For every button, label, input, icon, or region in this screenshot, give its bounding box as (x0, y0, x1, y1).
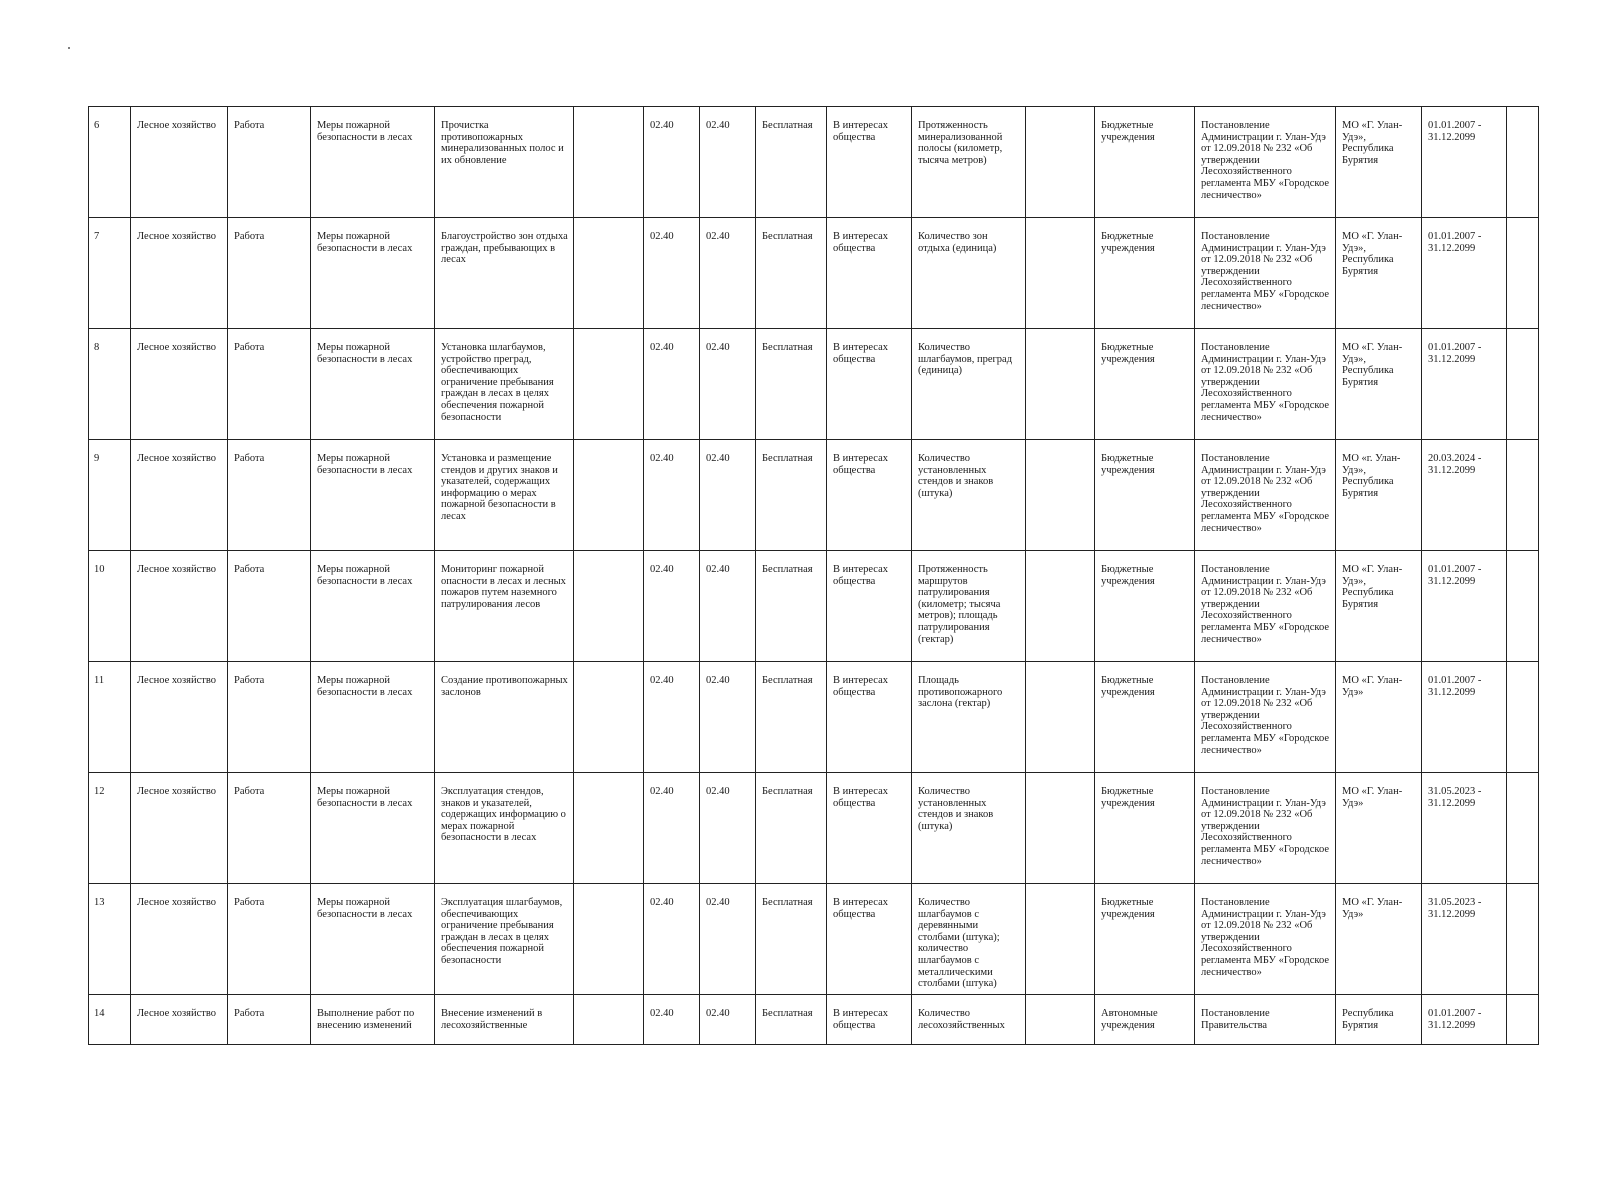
work-name-cell: Внесение изменений в лесохозяйственные (435, 995, 574, 1045)
branch-cell: Лесное хозяйство (131, 440, 228, 551)
empty-cell (574, 662, 644, 773)
empty-cell-3 (1507, 440, 1539, 551)
okved-code-2-cell: 02.40 (700, 440, 756, 551)
section-cell: Меры пожарной безопасности в лесах (311, 662, 435, 773)
indicator-cell: Количество установленных стендов и знаков (штука) (912, 773, 1026, 884)
institution-type-cell: Бюджетные учреждения (1095, 773, 1195, 884)
section-cell: Меры пожарной безопасности в лесах (311, 329, 435, 440)
table-row (89, 662, 1539, 773)
indicator-cell: Площадь противопожарного заслона (гектар) (912, 662, 1026, 773)
empty-cell-2 (1026, 440, 1095, 551)
payment-cell: Бесплатная (756, 995, 827, 1045)
territory-cell: МО «Г. Улан-Удэ», Республика Бурятия (1336, 107, 1422, 218)
empty-cell-2 (1026, 551, 1095, 662)
legal-basis-cell: Постановление Администрации г. Улан-Удэ от 12.09.2018 № 232 «Об утверждении Лесохозяйственного регламента МБУ «Городское лесничество» (1195, 218, 1336, 329)
legal-basis-cell: Постановление Правительства (1195, 995, 1336, 1045)
territory-cell: МО «Г. Улан-Удэ», Республика Бурятия (1336, 551, 1422, 662)
empty-cell (574, 218, 644, 329)
empty-cell-3 (1507, 995, 1539, 1045)
row-number: 12 (89, 773, 131, 884)
branch-cell: Лесное хозяйство (131, 218, 228, 329)
okved-code-2-cell: 02.40 (700, 218, 756, 329)
empty-cell-2 (1026, 773, 1095, 884)
legal-basis-cell: Постановление Администрации г. Улан-Удэ от 12.09.2018 № 232 «Об утверждении Лесохозяйственного регламента МБУ «Городское лесничество» (1195, 440, 1336, 551)
interest-cell: В интересах общества (827, 773, 912, 884)
institution-type-cell: Бюджетные учреждения (1095, 551, 1195, 662)
empty-cell (574, 551, 644, 662)
scan-speck (68, 47, 70, 49)
payment-cell: Бесплатная (756, 218, 827, 329)
branch-cell: Лесное хозяйство (131, 107, 228, 218)
territory-cell: МО «Г. Улан-Удэ» (1336, 884, 1422, 995)
interest-cell: В интересах общества (827, 995, 912, 1045)
kind-cell: Работа (228, 329, 311, 440)
table-row (89, 218, 1539, 329)
kind-cell: Работа (228, 662, 311, 773)
work-name-cell: Эксплуатация стендов, знаков и указателей, содержащих информацию о мерах пожарной безопасности в лесах (435, 773, 574, 884)
table-row (89, 551, 1539, 662)
section-cell: Меры пожарной безопасности в лесах (311, 773, 435, 884)
empty-cell-3 (1507, 773, 1539, 884)
interest-cell: В интересах общества (827, 329, 912, 440)
interest-cell: В интересах общества (827, 884, 912, 995)
kind-cell: Работа (228, 107, 311, 218)
okved-code-2-cell: 02.40 (700, 884, 756, 995)
kind-cell: Работа (228, 218, 311, 329)
period-cell: 20.03.2024 - 31.12.2099 (1422, 440, 1507, 551)
legal-basis-cell: Постановление Администрации г. Улан-Удэ от 12.09.2018 № 232 «Об утверждении Лесохозяйственного регламента МБУ «Городское лесничество» (1195, 329, 1336, 440)
branch-cell: Лесное хозяйство (131, 329, 228, 440)
section-cell: Меры пожарной безопасности в лесах (311, 218, 435, 329)
row-number: 10 (89, 551, 131, 662)
work-name-cell: Создание противопожарных заслонов (435, 662, 574, 773)
institution-type-cell: Бюджетные учреждения (1095, 440, 1195, 551)
okved-code-cell: 02.40 (644, 107, 700, 218)
branch-cell: Лесное хозяйство (131, 662, 228, 773)
empty-cell (574, 884, 644, 995)
row-number: 14 (89, 995, 131, 1045)
empty-cell-3 (1507, 551, 1539, 662)
payment-cell: Бесплатная (756, 551, 827, 662)
section-cell: Меры пожарной безопасности в лесах (311, 551, 435, 662)
empty-cell (574, 773, 644, 884)
period-cell: 01.01.2007 - 31.12.2099 (1422, 551, 1507, 662)
period-cell: 31.05.2023 - 31.12.2099 (1422, 773, 1507, 884)
okved-code-2-cell: 02.40 (700, 551, 756, 662)
territory-cell: МО «Г. Улан-Удэ», Республика Бурятия (1336, 218, 1422, 329)
okved-code-cell: 02.40 (644, 884, 700, 995)
okved-code-cell: 02.40 (644, 662, 700, 773)
payment-cell: Бесплатная (756, 329, 827, 440)
okved-code-2-cell: 02.40 (700, 107, 756, 218)
kind-cell: Работа (228, 884, 311, 995)
interest-cell: В интересах общества (827, 218, 912, 329)
table-row (89, 995, 1539, 1045)
empty-cell (574, 440, 644, 551)
okved-code-cell: 02.40 (644, 995, 700, 1045)
table-row (89, 884, 1539, 995)
interest-cell: В интересах общества (827, 662, 912, 773)
branch-cell: Лесное хозяйство (131, 551, 228, 662)
payment-cell: Бесплатная (756, 440, 827, 551)
kind-cell: Работа (228, 995, 311, 1045)
legal-basis-cell: Постановление Администрации г. Улан-Удэ от 12.09.2018 № 232 «Об утверждении Лесохозяйственного регламента МБУ «Городское лесничество» (1195, 107, 1336, 218)
institution-type-cell: Бюджетные учреждения (1095, 662, 1195, 773)
registry-table-sheet (88, 106, 1538, 1045)
section-cell: Выполнение работ по внесению изменений (311, 995, 435, 1045)
legal-basis-cell: Постановление Администрации г. Улан-Удэ от 12.09.2018 № 232 «Об утверждении Лесохозяйственного регламента МБУ «Городское лесничество» (1195, 884, 1336, 995)
table-row (89, 107, 1539, 218)
indicator-cell: Количество зон отдыха (единица) (912, 218, 1026, 329)
table-row (89, 329, 1539, 440)
institution-type-cell: Бюджетные учреждения (1095, 884, 1195, 995)
territory-cell: МО «Г. Улан-Удэ» (1336, 662, 1422, 773)
indicator-cell: Протяженность маршрутов патрулирования (километр; тысяча метров); площадь патрулирования (гектар) (912, 551, 1026, 662)
row-number: 6 (89, 107, 131, 218)
branch-cell: Лесное хозяйство (131, 773, 228, 884)
kind-cell: Работа (228, 773, 311, 884)
payment-cell: Бесплатная (756, 773, 827, 884)
row-number: 7 (89, 218, 131, 329)
period-cell: 01.01.2007 - 31.12.2099 (1422, 995, 1507, 1045)
okved-code-cell: 02.40 (644, 773, 700, 884)
okved-code-cell: 02.40 (644, 551, 700, 662)
okved-code-cell: 02.40 (644, 440, 700, 551)
work-name-cell: Установка и размещение стендов и других знаков и указателей, содержащих информацию о мерах пожарной безопасности в лесах (435, 440, 574, 551)
period-cell: 01.01.2007 - 31.12.2099 (1422, 662, 1507, 773)
section-cell: Меры пожарной безопасности в лесах (311, 884, 435, 995)
period-cell: 01.01.2007 - 31.12.2099 (1422, 107, 1507, 218)
institution-type-cell: Бюджетные учреждения (1095, 218, 1195, 329)
kind-cell: Работа (228, 551, 311, 662)
okved-code-2-cell: 02.40 (700, 773, 756, 884)
row-number: 8 (89, 329, 131, 440)
work-name-cell: Эксплуатация шлагбаумов, обеспечивающих ограничение пребывания граждан в лесах в целях обеспечения пожарной безопасности (435, 884, 574, 995)
work-name-cell: Установка шлагбаумов, устройство преград, обеспечивающих ограничение пребывания граждан в лесах в целях обеспечения пожарной безопасности (435, 329, 574, 440)
empty-cell (574, 107, 644, 218)
work-name-cell: Мониторинг пожарной опасности в лесах и лесных пожаров путем наземного патрулирования лесов (435, 551, 574, 662)
branch-cell: Лесное хозяйство (131, 995, 228, 1045)
okved-code-cell: 02.40 (644, 218, 700, 329)
empty-cell-3 (1507, 218, 1539, 329)
empty-cell-2 (1026, 884, 1095, 995)
territory-cell: МО «Г. Улан-Удэ», Республика Бурятия (1336, 329, 1422, 440)
table-row (89, 440, 1539, 551)
empty-cell-2 (1026, 218, 1095, 329)
work-name-cell: Прочистка противопожарных минерализованных полос и их обновление (435, 107, 574, 218)
section-cell: Меры пожарной безопасности в лесах (311, 440, 435, 551)
services-registry-table (88, 106, 1539, 1045)
legal-basis-cell: Постановление Администрации г. Улан-Удэ от 12.09.2018 № 232 «Об утверждении Лесохозяйственного регламента МБУ «Городское лесничество» (1195, 662, 1336, 773)
table-row (89, 773, 1539, 884)
empty-cell-2 (1026, 995, 1095, 1045)
section-cell: Меры пожарной безопасности в лесах (311, 107, 435, 218)
institution-type-cell: Бюджетные учреждения (1095, 329, 1195, 440)
period-cell: 01.01.2007 - 31.12.2099 (1422, 218, 1507, 329)
empty-cell-3 (1507, 107, 1539, 218)
indicator-cell: Количество шлагбаумов, преград (единица) (912, 329, 1026, 440)
empty-cell-3 (1507, 329, 1539, 440)
payment-cell: Бесплатная (756, 884, 827, 995)
legal-basis-cell: Постановление Администрации г. Улан-Удэ от 12.09.2018 № 232 «Об утверждении Лесохозяйственного регламента МБУ «Городское лесничество» (1195, 551, 1336, 662)
branch-cell: Лесное хозяйство (131, 884, 228, 995)
indicator-cell: Количество шлагбаумов с деревянными столбами (штука); количество шлагбаумов с металлическими столбами (штука) (912, 884, 1026, 995)
payment-cell: Бесплатная (756, 662, 827, 773)
okved-code-2-cell: 02.40 (700, 995, 756, 1045)
empty-cell (574, 329, 644, 440)
interest-cell: В интересах общества (827, 107, 912, 218)
empty-cell-3 (1507, 884, 1539, 995)
row-number: 13 (89, 884, 131, 995)
payment-cell: Бесплатная (756, 107, 827, 218)
empty-cell-2 (1026, 107, 1095, 218)
row-number: 9 (89, 440, 131, 551)
interest-cell: В интересах общества (827, 440, 912, 551)
period-cell: 01.01.2007 - 31.12.2099 (1422, 329, 1507, 440)
empty-cell (574, 995, 644, 1045)
okved-code-2-cell: 02.40 (700, 329, 756, 440)
territory-cell: Республика Бурятия (1336, 995, 1422, 1045)
legal-basis-cell: Постановление Администрации г. Улан-Удэ от 12.09.2018 № 232 «Об утверждении Лесохозяйственного регламента МБУ «Городское лесничество» (1195, 773, 1336, 884)
institution-type-cell: Бюджетные учреждения (1095, 107, 1195, 218)
territory-cell: МО «г. Улан-Удэ», Республика Бурятия (1336, 440, 1422, 551)
indicator-cell: Количество лесохозяйственных (912, 995, 1026, 1045)
territory-cell: МО «Г. Улан-Удэ» (1336, 773, 1422, 884)
work-name-cell: Благоустройство зон отдыха граждан, пребывающих в лесах (435, 218, 574, 329)
kind-cell: Работа (228, 440, 311, 551)
okved-code-cell: 02.40 (644, 329, 700, 440)
row-number: 11 (89, 662, 131, 773)
indicator-cell: Протяженность минерализованной полосы (километр, тысяча метров) (912, 107, 1026, 218)
interest-cell: В интересах общества (827, 551, 912, 662)
empty-cell-2 (1026, 329, 1095, 440)
okved-code-2-cell: 02.40 (700, 662, 756, 773)
institution-type-cell: Автономные учреждения (1095, 995, 1195, 1045)
indicator-cell: Количество установленных стендов и знаков (штука) (912, 440, 1026, 551)
empty-cell-2 (1026, 662, 1095, 773)
empty-cell-3 (1507, 662, 1539, 773)
period-cell: 31.05.2023 - 31.12.2099 (1422, 884, 1507, 995)
